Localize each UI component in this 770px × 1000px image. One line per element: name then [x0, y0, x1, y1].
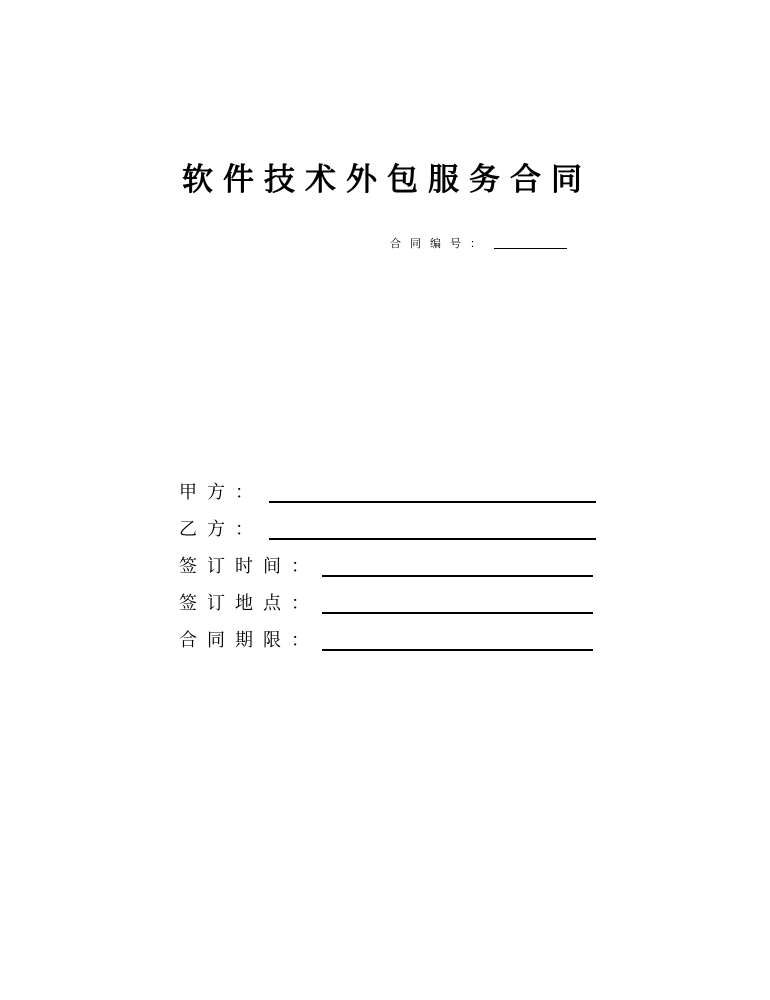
signing-time-blank-line	[322, 575, 593, 577]
contract-term-row	[179, 630, 593, 652]
document-title: 软件技术外包服务合同	[182, 162, 592, 198]
contract-number-row	[390, 236, 567, 251]
party-a-row	[179, 482, 596, 504]
signing-time-row	[179, 556, 593, 578]
party-a-label: 甲方：	[179, 482, 263, 503]
signing-place-row	[179, 593, 593, 615]
contract-number-blank	[494, 236, 567, 249]
signing-time-label: 签订时间：	[179, 556, 319, 577]
party-a-blank-line	[269, 501, 596, 503]
contract-term-blank-line	[322, 649, 593, 651]
party-b-row	[179, 519, 596, 541]
contract-term-label: 合同期限：	[179, 630, 319, 651]
signing-place-label: 签订地点：	[179, 593, 319, 614]
signing-place-blank-line	[322, 612, 593, 614]
contract-number-label: 合同编号：	[390, 237, 490, 250]
party-b-blank-line	[269, 538, 596, 540]
party-b-label: 乙方：	[179, 519, 263, 540]
